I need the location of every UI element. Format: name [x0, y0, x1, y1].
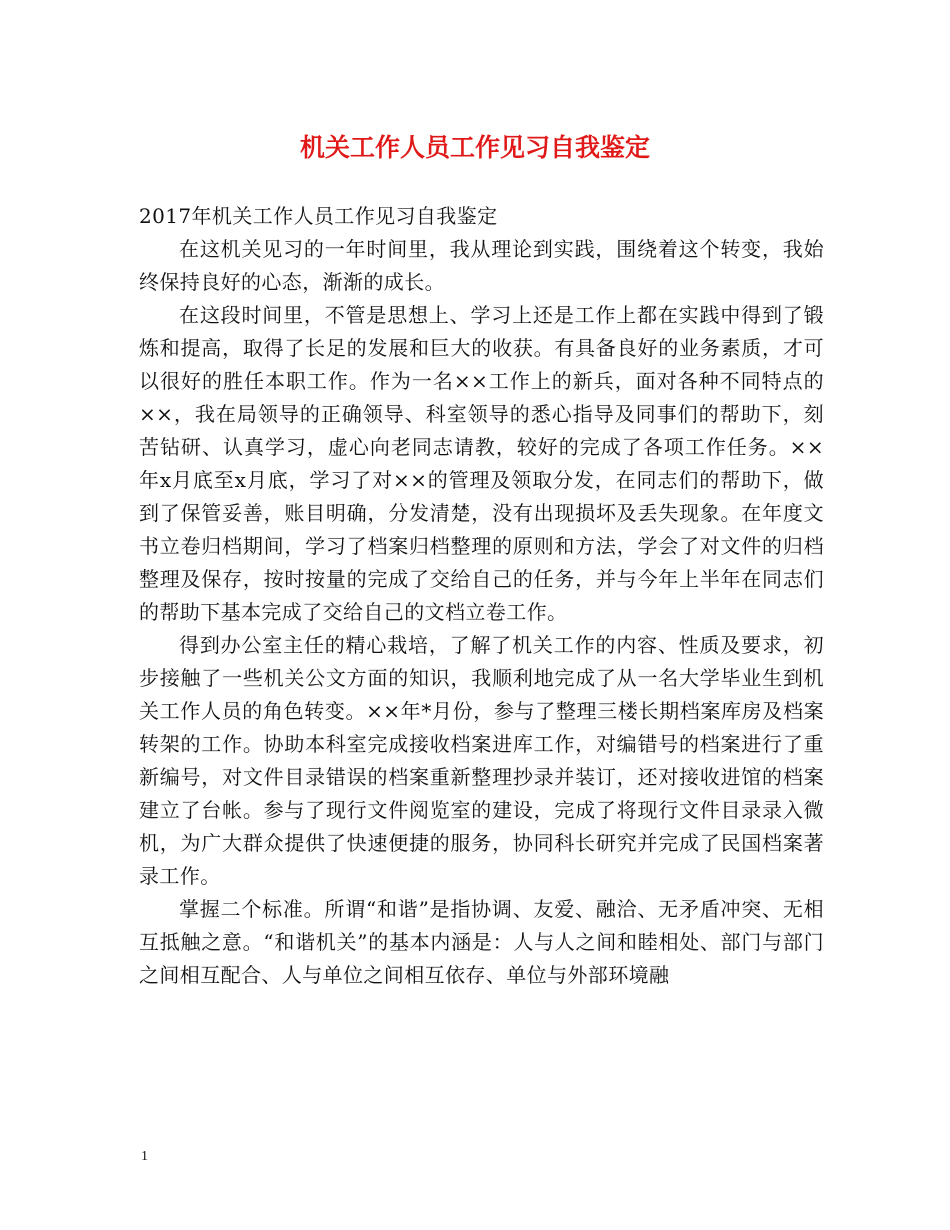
document-body: [139, 200, 824, 992]
paragraph: 在这机关见习的一年时间里，我从理论到实践，围绕着这个转变，我始终保持良好的心态，渐渐的成长。: [139, 237, 824, 294]
paragraph: 得到办公室主任的精心栽培，了解了机关工作的内容、性质及要求，初步接触了一些机关公文方面的知识，我顺利地完成了从一名大学毕业生到机关工作人员的角色转变。××年*月份，参与了整理三楼长期档案库房及档案转架的工作。协助本科室完成接收档案进库工作，对编错号的档案进行了重新编号，对文件目录错误的档案重新整理抄录并装订，还对接收进馆的档案建立了台帐。参与了现行文件阅览室的建设，完成了将现行文件目录录入微机，为广大群众提供了快速便捷的服务，协同科长研究并完成了民国档案著录工作。: [139, 633, 824, 888]
paragraph-subtitle: 2017年机关工作人员工作见习自我鉴定: [139, 204, 498, 228]
page-number: 1: [141, 1149, 148, 1164]
paragraph: 掌握二个标准。所谓“和谐”是指协调、友爱、融洽、无矛盾冲突、无相互抵触之意。“和谐机关”的基本内涵是：人与人之间和睦相处、部门与部门之间相互配合、人与单位之间相互依存、单位与外部环境融: [139, 897, 824, 987]
document-title: 机关工作人员工作见习自我鉴定: [299, 133, 650, 162]
paragraph: 在这段时间里，不管是思想上、学习上还是工作上都在实践中得到了锻炼和提高，取得了长足的发展和巨大的收获。有具备良好的业务素质，才可以很好的胜任本职工作。作为一名××工作上的新兵，面对各种不同特点的××，我在局领导的正确领导、科室领导的悉心指导及同事们的帮助下，刻苦钻研、认真学习，虚心向老同志请教，较好的完成了各项工作任务。××年x月底至x月底，学习了对××的管理及领取分发，在同志们的帮助下，做到了保管妥善，账目明确，分发清楚，没有出现损坏及丢失现象。在年度文书立卷归档期间，学习了档案归档整理的原则和方法，学会了对文件的归档整理及保存，按时按量的完成了交给自己的任务，并与今年上半年在同志们的帮助下基本完成了交给自己的文档立卷工作。: [139, 303, 824, 624]
